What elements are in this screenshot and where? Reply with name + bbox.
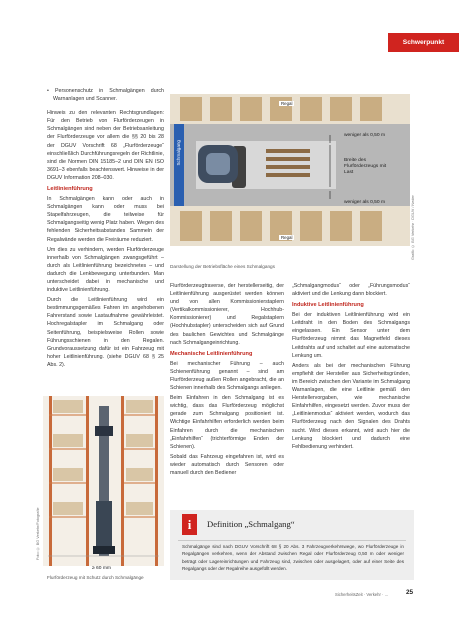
info-icon: i: [182, 514, 197, 535]
section-tag: Schwerpunkt: [388, 33, 459, 52]
heading-leitlinienfuehrung: Leitlinienführung: [47, 186, 93, 193]
left-column-top: [47, 87, 164, 371]
right-column: [292, 282, 410, 453]
forklift-photo: [43, 396, 164, 566]
vehicle-width-label: Breite des Flurförderzeugs mit Last: [344, 158, 387, 175]
paragraph: Durch die Leitlinienführung wird ein bestimmungsgemäßes Fahren im angehobenen Fahrerstand sowie Lastaufnahme gewährleistet. Hochregalstapler im Schmalgang oder Seitenführung, beispielsweise Rollen sowie Führungsschienen in den Regalen. Grundvoraussetzung dafür ist ein Fahrzeug mit hoher Leitlinienführung. (siehe DGUV 68 § 25 Abs. 2).: [47, 297, 164, 368]
paragraph: In Schmalgängen kann oder auch in Schmalgängen kann oder muss bei Stapelfahrzeugen, die teilweise für Schmalgangseitig wenig Platz haben. Wegen des fehlenden Sicherheitsabstandes Sammeln der Regalwände werden die Freiräume reduziert.: [47, 196, 164, 243]
forklift-caption: Flurförderzeug mit Schutz durch Schmalgänge: [47, 575, 144, 580]
rack-label-bottom: Regal: [281, 235, 293, 240]
definition-title: Definition „Schmalgang“: [207, 519, 295, 529]
bullet-item: • Personenschutz in Schmalgängen durch Warnanlagen und Scanner.: [47, 88, 164, 103]
definition-divider: [178, 540, 406, 541]
definition-text: Schmalgänge sind nach DGUV Vorschrift 68 § 20 Abs. 3 Fahrzeugverkehrswege, wo Flurförderzeuge in Regalgängen verkehren, wenn der Abstand zwischen Regal oder Flurförderzeug 0,50 m oder weniger beträgt oder Lagereinrichtungen und Fahrzeug sind, zwischen oder ausgelagert, oder auf einer Seite des Regalgangs oder der Regalreihe ausgefüllt werden.: [182, 544, 404, 572]
paragraph: Beim Einfahren in den Schmalgang ist es wichtig, dass das Flurförderzeug möglichst gerade zum Schmalgang positioniert ist. Wichtige Einfahrhilfen erforderlich werden beim Einfahren durch die mechanischen „Einfahrhilfen“ (trichterförmige Enden der Schienen).: [170, 395, 284, 450]
paragraph: Hinweis zu den relevanten Rechtsgrundlagen: Für den Betrieb von Flurförderzeugen in Schmalgängen sind neben der Betriebsanleitung der Flurförderzeuge vor allem die §§ 20 bis 28 der DGUV Vorschrift 68 „Flurförderzeuge“ einschließlich Durchführungsregeln der Richtlinie, sind die Normen DIN 15185–2 und DIN EN ISO 3691–3 ebenfalls beachtenswert. Hinweise in der DGUV Information 208–030.: [47, 110, 164, 181]
rack-label-top: Regal: [281, 101, 293, 106]
definition-box: [170, 510, 414, 580]
clearance-label-top: weniger als 0,50 m: [344, 133, 386, 138]
figure-caption: Darstellung der Betriebsfläche eines Schmalgangs: [170, 264, 276, 269]
clearance-label-bottom: weniger als 0,50 m: [344, 200, 386, 205]
aisle-label: Schmalgang: [176, 140, 181, 166]
paragraph: Sobald das Fahrzeug eingefahren ist, wird es wieder automatisch durch Sensoren oder manuell durch den Bediener: [170, 453, 284, 476]
page-number: 25: [406, 589, 414, 596]
forklift-dimension-label: ≥ 60 mm: [92, 566, 111, 571]
paragraph: Bei mechanischer Führung – auch Schienenführung genannt – sind am Flurförderzeug außen Rollen angebracht, die an Schienen innerhalb des Schmalgangs anliegen.: [170, 360, 284, 392]
heading-mechanische: Mechanische Leitlinienführung: [170, 350, 253, 357]
paragraph: Anders als bei der mechanischen Führung empfiehlt der Hersteller aus Sicherheitsgründen, im Bereich zwischen den Variante im Schmalgang Warnanlagen, die eine Leitlinie gemäß den Herstellervorgaben, wie mechanische Einfahrhilfen, eingesetzt werden. Zuvor muss der „Leitlinienmodus“ aktiviert werden, wodurch das Flurförderzeug nach den Signalen des Drahts sucht. Wird dieses erkannt, wird auch hier die Lenkung blockiert und dadurch eine Fehlbedienung verhindert.: [292, 362, 410, 450]
paragraph: Um dies zu verhindern, werden Flurförderzeuge innerhalb von Schmalgängen zwangsgeführt – durch als Leitlinienführung bezeichnetes – und dadurch die Lenkbewegung unterbunden. Man unterscheidet dabei in mechanische und induktive Leitlinienführung.: [47, 246, 164, 294]
forklift-photo-credit: Foto: © BG Verkehr/Fotografie: [36, 507, 40, 560]
figure-credit: Grafik: © BG Verkehr · DGUV / Neder: [411, 195, 415, 260]
paragraph: Bei der induktiven Leitlinienführung wird ein Leitdraht in den Boden des Schmalgangs eingelassen. Ein Sensor unter dem Flurförderzeug nimmt das Magnetfeld dieses Leitdrahts auf und schaltet auf eine automatische Lenkung um.: [292, 312, 410, 359]
footer-publication: SicherheitsZeit · Verkehr · ...: [335, 592, 389, 597]
paragraph: „Schmalgangmodus“ oder „Führungsmodus“ aktiviert und die Lenkung dann blockiert.: [292, 283, 410, 298]
middle-column: [170, 282, 284, 479]
paragraph: Flurförderzeugtraverse, der herstellerseitig, der Leitlinienführung ausgerüstet werden können und von allen Kommissionierstaplern (Vertikalkommissionierer, Hochhub-Kommissionierer) und Regalstaplern (Hochhubstapler) unterscheiden sich auf Grund des baulichen Gewichtes und Schmalgänge nach Schmalgangeinrichtung.: [170, 283, 284, 346]
heading-induktive: Induktive Leitlinienführung: [292, 302, 364, 309]
